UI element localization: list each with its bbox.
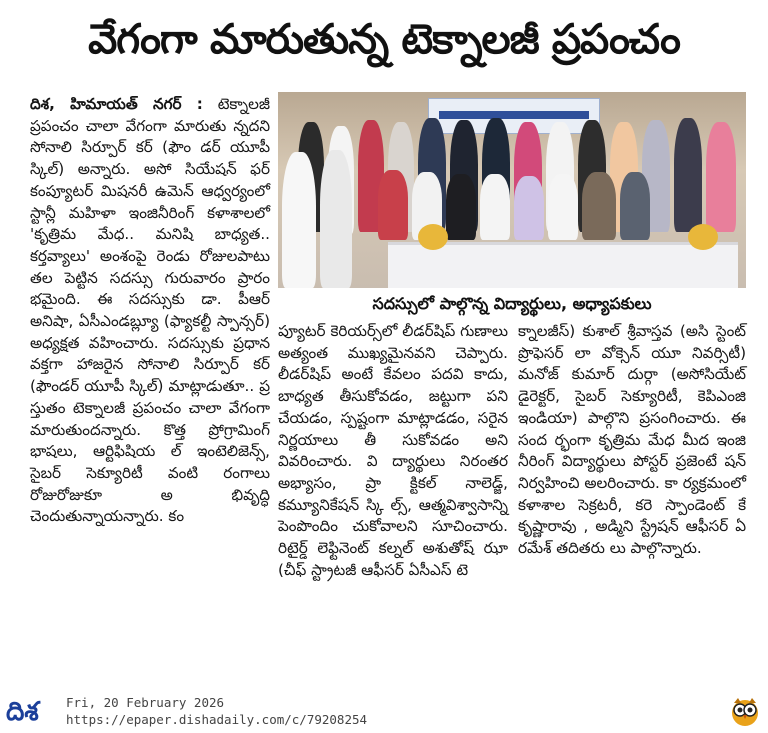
article-column-3 <box>518 321 746 560</box>
footer-info <box>66 694 367 728</box>
disha-logo-text: దిశ <box>6 697 39 727</box>
disha-logo[interactable] <box>6 696 58 728</box>
article-column-1 <box>30 94 270 528</box>
photo-flowers-left <box>418 224 448 250</box>
footer-date: Fri, 20 February 2026 <box>66 695 225 710</box>
article-column-1-text: టెక్నాలజీ ప్రపంచం చాలా వేగంగా మారుతు న్నదని సోనాలి సిర్పూర్ కర్ (ఫౌం డర్ యూపీ స్కిల్) అన్నారు. అసో సియేషన్ ఫర్ కంప్యూటర్ మిషనరీ ఉమెన్ ఆధ్వర్యంలో స్టాన్లీ మహిళా ఇంజినీరింగ్ కళాశాలలో 'కృత్రిమ మేధ.. మనిషి బాధ్యత.. కర్తవ్యాలు' అంశంపై రెండు రోజులపాటు తల పెట్టిన సదస్సు గురువారం ప్రారం భమైంది. ఈ సదస్సుకు డా. పీఆర్ అనిషా, ఏసీఎండబ్ల్యూ (ఫ్యాకల్టీ స్పాన్సర్) అధ్యక్షత వహించారు. సదస్సుకు ప్రధాన వక్తగా హాజరైన సోనాలి సిర్పూర్ కర్ (ఫౌండర్ యూపీ స్కిల్) మాట్లాడుతూ.. ప్ర స్తుతం టెక్నాలజీ ప్రపంచం చాలా వేగంగా మారుతుందన్నారు. కొత్త ప్రోగ్రామింగ్ భాషలు, ఆర్టిఫిషియ ల్ ఇంటెలిజెన్స్, సైబర్ సెక్యూరిటీ వంటి రంగాలు రోజురోజుకూ అ భివృద్ధి చెందుతున్నాయన్నారు. కం <box>30 95 271 526</box>
dateline: దిశ, హిమాయత్ నగర్ : <box>30 95 203 113</box>
footer-url[interactable]: https://epaper.dishadaily.com/c/79208254 <box>66 712 368 727</box>
event-photo <box>278 92 746 288</box>
article-headline: వేగంగా మారుతున్న టెక్నాలజీ ప్రపంచం <box>88 15 680 63</box>
article-column-2-text: ప్యూటర్ కెరియర్స్‌లో లీడర్‌షిప్ గుణాలు అత్యంత ముఖ్యమైనవని చెప్పారు. లీడర్‌షిప్ అంటే కేవలం పదవి కాదు, బాధ్యత తీసుకోవడం, జట్టుగా పని చేయడం, స్పష్టంగా మాట్లాడడం, సరైన నిర్ణయాలు తీ సుకోవడం అని వివరించారు. వి ద్యార్థులు నిరంతర అభ్యాసం, ప్రా క్టికల్ నాలెడ్జ్, కమ్యూనికేషన్ స్కి ల్స్, ఆత్మవిశ్వాసాన్ని పెంపొందిం చుకోవాలని సూచించారు. రిటైర్డ్ లెఫ్టినెంట్ కల్నల్ అశుతోష్ ఝా (చీఫ్ స్ట్రాటజీ ఆఫీసర్ ఏసీఎస్ టె <box>278 322 508 579</box>
photo-flowers-right <box>688 224 718 250</box>
article-column-3-text: క్నాలజీస్) కుశాల్ శ్రీవాస్తవ (అసి స్టెంట్ ప్రొఫెసర్ లా వోక్సెన్ యూ నివర్సిటీ) మనోజ్ కుమార్ దుర్గా (అసోసియేట్ డైరెక్టర్, సైబర్ సెక్యూరిటీ, కెపిఎంజి ఇండియా) పాల్గొని ప్రసంగించారు. ఈ సంద ర్భంగా కృత్రిమ మేధ మీద ఇంజి నీరింగ్ విద్యార్థులు పోస్టర్ ప్రజెంటే షన్ నిర్వహించి అలరించారు. కా ర్యక్రమంలో కళాశాల సెక్రటరీ, కరె స్పాండెంట్ కే కృష్ణారావు , అడ్మిని స్ట్రేషన్ ఆఫీసర్ ఏ రమేశ్ తదితరు లు పాల్గొన్నారు. <box>518 322 746 558</box>
owl-icon <box>728 694 762 728</box>
photo-caption: సదస్సులో పాల్గొన్న విద్యార్థులు, అధ్యాపకులు <box>372 294 652 313</box>
article-column-2 <box>278 321 508 581</box>
photo-table <box>388 242 738 288</box>
